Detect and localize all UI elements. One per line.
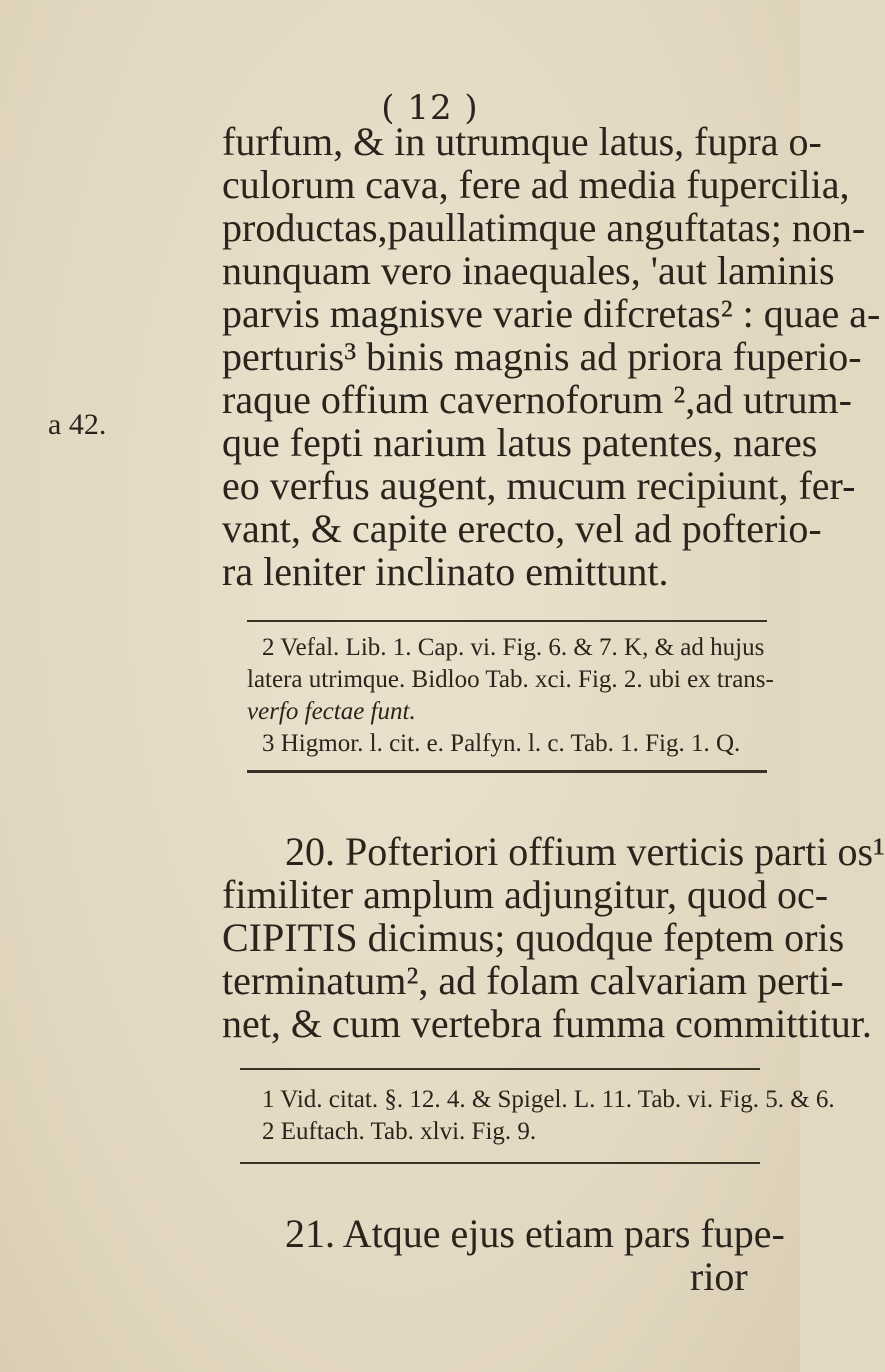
text-line: parvis magnisve varie difcretas² : quae a- bbox=[222, 291, 881, 336]
footnote-line: 1 Vid. citat. §. 12. 4. & Spigel. L. 11. Tab. vi. Fig. 5. & 6. bbox=[262, 1086, 835, 1113]
footnote-line: verfo fectae funt. bbox=[247, 698, 416, 725]
footnote-line: 3 Higmor. l. cit. e. Palfyn. l. c. Tab. 1. Fig. 1. Q. bbox=[262, 730, 741, 757]
text-line: que fepti narium latus patentes, nares bbox=[222, 420, 818, 465]
footnote-line: 2 Vefal. Lib. 1. Cap. vi. Fig. 6. & 7. K, & ad hujus bbox=[262, 634, 765, 661]
footnote-rule bbox=[247, 620, 767, 622]
footnote-rule bbox=[247, 770, 767, 773]
text-line: productas,paullatimque anguftatas; non- bbox=[222, 205, 866, 250]
margin-note: a 42. bbox=[48, 408, 107, 441]
text-line: eo verfus augent, mucum recipiunt, fer- bbox=[222, 463, 856, 508]
footnote-line: latera utrimque. Bidloo Tab. xci. Fig. 2. ubi ex trans- bbox=[247, 666, 774, 693]
footnote-line: 2 Euftach. Tab. xlvi. Fig. 9. bbox=[262, 1118, 537, 1145]
text-line: furfum, & in utrumque latus, fupra o- bbox=[222, 119, 822, 164]
text-line: vant, & capite erecto, vel ad pofterio- bbox=[222, 506, 822, 551]
text-line: raque offium cavernoforum ²,ad utrum- bbox=[222, 377, 852, 422]
page-number: ( 12 ) bbox=[381, 88, 479, 128]
text-line: culorum cava, fere ad media fupercilia, bbox=[222, 162, 850, 207]
text-line: ra leniter inclinato emittunt. bbox=[222, 549, 669, 594]
text-line: CIPITIS dicimus; quodque feptem oris bbox=[222, 915, 845, 960]
text-line: terminatum², ad folam calvariam perti- bbox=[222, 958, 844, 1003]
text-line: fimiliter amplum adjungitur, quod oc- bbox=[222, 872, 829, 917]
catchword: rior bbox=[690, 1254, 748, 1299]
text-line: perturis³ binis magnis ad priora fuperio- bbox=[222, 334, 862, 379]
text-line: net, & cum vertebra fumma committitur. bbox=[222, 1001, 872, 1046]
text-line: 20. Pofteriori offium verticis parti os¹ bbox=[285, 829, 885, 874]
text-line: nunquam vero inaequales, 'aut laminis bbox=[222, 248, 835, 293]
text-line: 21. Atque ejus etiam pars fupe- bbox=[285, 1211, 785, 1256]
footnote-rule bbox=[240, 1068, 760, 1070]
footnote-rule bbox=[240, 1162, 760, 1164]
